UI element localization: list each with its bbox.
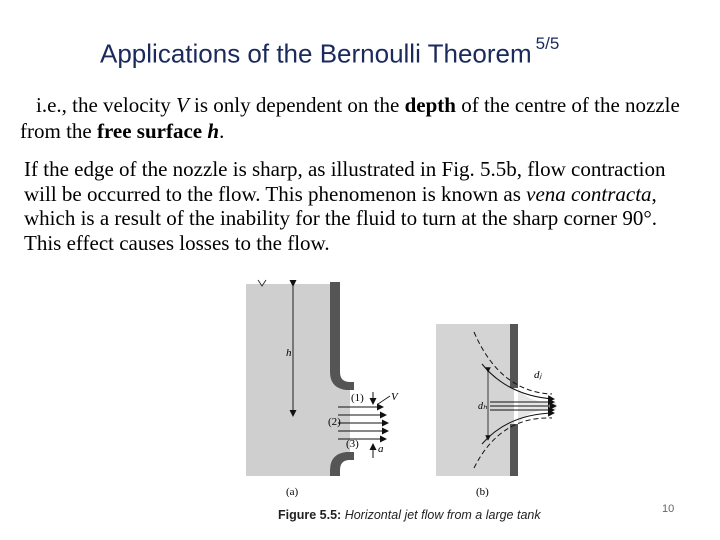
caption-text: Horizontal jet flow from a large tank — [341, 508, 541, 522]
paragraph-velocity — [20, 92, 680, 144]
subfigure-b-label: (b) — [476, 486, 489, 498]
v-leader — [378, 396, 390, 404]
term-depth: depth — [404, 93, 456, 117]
p1-part5: . — [219, 119, 225, 143]
v-label: V — [391, 391, 398, 403]
var-v: V — [175, 93, 189, 117]
p1-part1: i.e., the velocity — [36, 93, 176, 117]
title-text: Applications of the Bernoulli Theorem — [100, 38, 532, 69]
h-label: h — [286, 347, 292, 359]
p1-part2: is only dependent on the — [188, 93, 405, 117]
a-label: a — [378, 443, 384, 455]
var-h: h — [207, 119, 220, 143]
point-1-label: (1) — [351, 392, 364, 404]
orifice-wall-lower — [510, 424, 518, 476]
paragraph-vena-contracta — [24, 157, 684, 255]
dj-label: dⱼ — [534, 369, 542, 381]
subfigure-a-label: (a) — [286, 486, 299, 498]
figure-caption — [278, 508, 541, 522]
term-free-surface: free surface — [96, 119, 203, 143]
p1-part3: of the centre of the nozzle from the — [20, 93, 680, 143]
tank-wall-upper — [330, 282, 354, 390]
subfigure-b — [436, 324, 556, 498]
term-vena-contracta: vena contracta — [526, 181, 652, 206]
p2-part1: If the edge of the nozzle is sharp, as illustrated in Fig. 5.5b, flow contraction will be occurred to the flow. This phenomenon is known as — [24, 157, 666, 206]
p2-part2: , which is a result of the inability for the fluid to turn at the sharp corner 90°. This effect causes losses to the flow. — [24, 181, 657, 255]
dh-label: dₕ — [478, 401, 488, 412]
figure-5-5 — [238, 276, 558, 508]
subfigure-a — [246, 280, 399, 498]
slide-title — [100, 34, 680, 70]
caption-label: Figure 5.5: — [278, 508, 342, 522]
point-3-label: (3) — [346, 438, 359, 450]
page-number: 10 — [662, 503, 675, 515]
orifice-fluid — [436, 324, 514, 476]
point-2-label: (2) — [328, 416, 341, 428]
orifice-wall-upper — [510, 324, 518, 388]
title-suffix: 5/5 — [535, 34, 560, 53]
